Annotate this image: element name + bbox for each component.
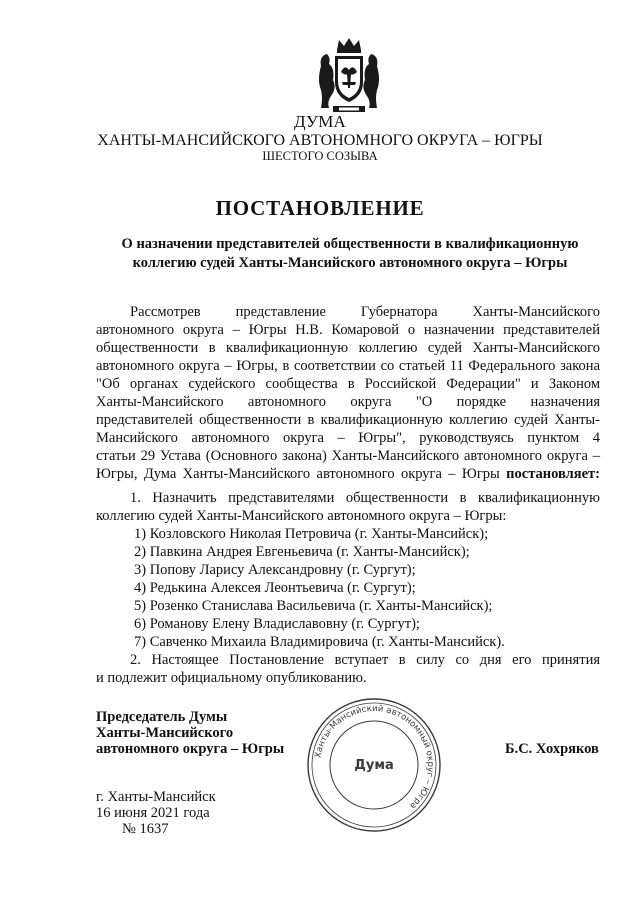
item-1-line: коллегию судей Ханты-Мансийского автономного округа – Югры: — [96, 508, 507, 524]
document-place: г. Ханты-Мансийск — [96, 789, 216, 805]
signatory-position-line: Ханты-Мансийского — [96, 725, 234, 741]
resolves-keyword: постановляет: — [506, 466, 600, 482]
official-seal-stamp — [305, 696, 443, 834]
organ-title: ДУМА — [293, 112, 347, 131]
preamble-last-line — [96, 465, 600, 483]
appointee-item: 4) Редькина Алексея Леонтьевича (г. Сургут); — [134, 580, 416, 596]
document-type-heading: ПОСТАНОВЛЕНИЕ — [215, 196, 425, 220]
signatory-position-line: Председатель Думы — [96, 709, 228, 725]
seal-center-text: Дума — [354, 758, 394, 773]
appointee-item: 6) Романову Елену Владиславовну (г. Сургут); — [134, 616, 420, 632]
item-2-line: 2. Настоящее Постановление вступает в силу со дня его принятия — [130, 652, 600, 668]
signatory-position-line: автономного округа – Югры — [96, 741, 285, 757]
preamble-line: автономного округа – Югры, в соответствии со статьей 11 Федерального закона — [96, 358, 600, 374]
document-date: 16 июня 2021 года — [96, 805, 210, 821]
preamble-line: общественности в квалификационную коллегию судей Ханты-Мансийского — [96, 340, 600, 356]
preamble-line: представителей общественности в квалификационную коллегию судей Ханты- — [96, 412, 600, 428]
preamble-line: Рассмотрев представление Губернатора Ханты-Мансийского — [130, 304, 600, 320]
coat-of-arms-icon — [317, 36, 381, 116]
preamble-line: "Об органах судейского сообщества в Российской Федерации" и Законом — [96, 376, 600, 392]
preamble-line: Мансийского автономного округа – Югры", руководствуясь пунктом 4 — [96, 430, 600, 446]
appointee-item: 7) Савченко Михаила Владимировича (г. Ханты-Мансийск). — [134, 634, 505, 650]
convocation-title: ШЕСТОГО СОЗЫВА — [262, 149, 378, 163]
item-1-line: 1. Назначить представителями общественности в квалификационную — [130, 490, 600, 506]
preamble-line: статьи 29 Устава (Основного закона) Ханты-Мансийского автономного округа – — [96, 448, 600, 464]
document-number: № 1637 — [122, 821, 169, 837]
preamble-line: Ханты-Мансийского автономного округа "О порядке назначения — [96, 394, 600, 410]
preamble-line: автономного округа – Югры Н.В. Комаровой о назначении представителей — [96, 322, 600, 338]
signatory-name: Б.С. Хохряков — [505, 741, 599, 757]
okrug-title: ХАНТЫ-МАНСИЙСКОГО АВТОНОМНОГО ОКРУГА – ЮГРЫ — [97, 132, 543, 149]
appointee-item: 5) Розенко Станислава Васильевича (г. Ханты-Мансийск); — [134, 598, 493, 614]
item-2-line: и подлежит официальному опубликованию. — [96, 670, 367, 686]
preamble-line-text: Югры, Дума Ханты-Мансийского автономного округа – Югры — [96, 466, 500, 482]
seal-ring-text: Ханты-Мансийский автономный округ – Югра — [313, 703, 436, 811]
appointee-item: 1) Козловского Николая Петровича (г. Ханты-Мансийск); — [134, 526, 489, 542]
signatory-position — [96, 709, 284, 757]
place-date-block — [96, 789, 216, 837]
subject-line-2: коллегию судей Ханты-Мансийского автономного округа – Югры — [132, 255, 568, 271]
appointee-item: 3) Попову Ларису Александровну (г. Сургут); — [134, 562, 416, 578]
subject-line-1: О назначении представителей общественности в квалификационную — [121, 236, 579, 252]
appointee-item: 2) Павкина Андрея Евгеньевича (г. Ханты-Мансийск); — [134, 544, 470, 560]
